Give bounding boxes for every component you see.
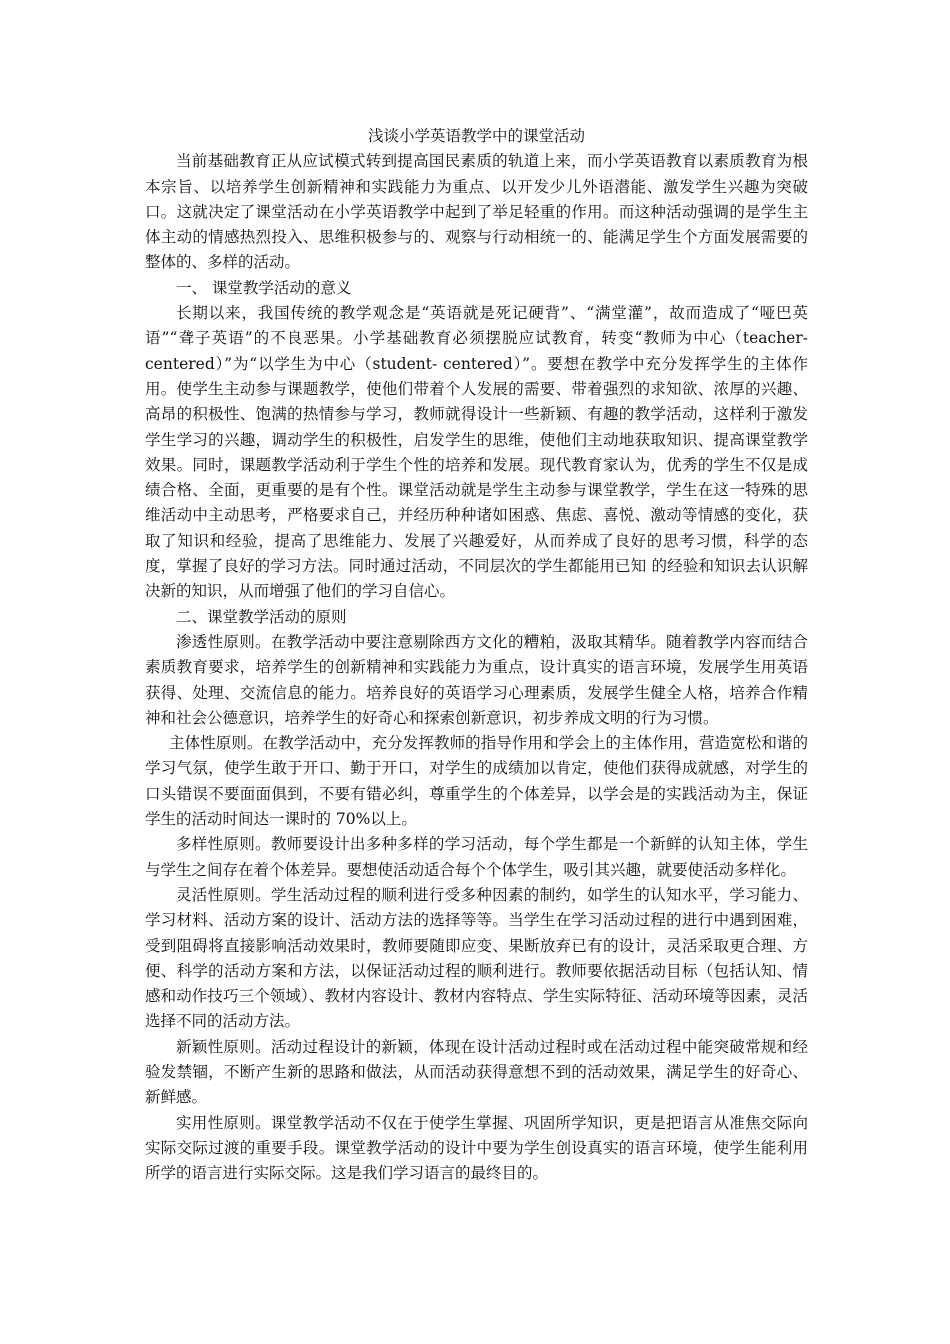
paragraph-principle-novelty: 新颖性原则。活动过程设计的新颖，体现在设计活动过程时或在活动过程中能突破常规和经验发禁锢，不断产生新的思路和做法，从而活动获得意想不到的活动效果，满足学生的好奇心、新鲜感。: [145, 1037, 808, 1107]
paragraph-principle-practicality: 实用性原则。课堂教学活动不仅在于使学生掌握、巩固所学知识，更是把语言从准焦交际向实际交际过渡的重要手段。课堂教学活动的设计中要为学生创设真实的语言环境，使学生能利用所学的语言进行实际交际。这是我们学习语言的最终目的。: [145, 1113, 808, 1183]
paragraph-principle-diversity: 多样性原则。教师要设计出多种多样的学习活动，每个学生都是一个新鲜的认知主体，学生与学生之间存在着个体差异。要想使活动适合每个个体学生，吸引其兴趣，就要使活动多样化。: [145, 835, 808, 879]
paragraph-principle-subject: 主体性原则。在教学活动中，充分发挥教师的指导作用和学会上的主体作用，营造宽松和谐的学习气氛，使学生敢于开口、勤于开口，对学生的成绩加以肯定，使他们获得成就感，对学生的口头错误不要面面俱到，不要有错必纠，尊重学生的个体差异，以学会是的实践活动为主，保证学生的活动时间达一课时的 70%以上。: [145, 734, 808, 829]
document-title: 浅谈小学英语教学中的课堂活动: [367, 127, 585, 145]
paragraph-significance: 长期以来，我国传统的教学观念是“英语就是死记硬背”、“满堂灌”，故而造成了“哑巴英语”“聋子英语”的不良恶果。小学基础教育必须摆脱应试教育，转变“教师为中心（teacher-centered）”为“以学生为中心（student- centered）”。要想在教学中充分发挥学生的主体作用。使学生主动参与课题教学，使他们带着个人发展的需要、带着强烈的求知欲、浓厚的兴趣、高昂的积极性、饱满的热情参与学习，教师就得设计一些新颖、有趣的教学活动，这样利于激发学生学习的兴趣，调动学生的积极性，启发学生的思维，使他们主动地获取知识、提高课堂教学效果。同时，课题教学活动利于学生个性的培养和发展。现代教育家认为，优秀的学生不仅是成绩合格、全面，更重要的是有个性。课堂活动就是学生主动参与课堂教学，学生在这一特殊的思维活动中主动思考，严格要求自己，并经历种种诸如困惑、焦虑、喜悦、激动等情感的变化，获取了知识和经验，提高了思维能力、发展了兴趣爱好，从而养成了良好的思考习惯，科学的态度，掌握了良好的学习方法。同时通过活动，不同层次的学生都能用已知 的经验和知识去认识解决新的知识，从而增强了他们的学习自信心。: [145, 304, 808, 601]
paragraph-principle-flexibility: 灵活性原则。学生活动过程的顺利进行受多种因素的制约，如学生的认知水平，学习能力、学习材料、活动方案的设计、活动方法的选择等等。当学生在学习活动过程的进行中遇到困难，受到阻碍将直接影响活动效果时，教师要随即应变、果断放弃已有的设计，灵活采取更合理、方便、科学的活动方案和方法，以保证活动过程的顺利进行。教师要依据活动目标（包括认知、情感和动作技巧三个领域）、教材内容设计、教材内容特点、学生实际特征、活动环境等因素，灵活选择不同的活动方法。: [145, 885, 808, 1031]
section-heading-2: 二、课堂教学活动的原则: [176, 607, 347, 626]
paragraph-intro: 当前基础教育正从应试模式转到提高国民素质的轨道上来，而小学英语教育以素质教育为根本宗旨、以培养学生创新精神和实践能力为重点、以开发少儿外语潜能、激发学生兴趣为突破口。这就决定了课堂活动在小学英语教学中起到了举足轻重的作用。而这种活动强调的是学生主体主动的情感热烈投入、思维积极参与的、观察与行动相统一的、能满足学生个方面发展需要的整体的、多样的活动。: [145, 152, 808, 272]
section-heading-1: 一、 课堂教学活动的意义: [176, 278, 352, 297]
paragraph-principle-penetration: 渗透性原则。在教学活动中要注意剔除西方文化的糟粕，汲取其精华。随着教学内容而结合素质教育要求，培养学生的创新精神和实践能力为重点，设计真实的语言环境，发展学生用英语获得、处理、交流信息的能力。培养良好的英语学习心理素质，发展学生健全人格，培养合作精神和社会公德意识，培养学生的好奇心和探索创新意识，初步养成文明的行为习惯。: [145, 632, 808, 727]
document-page: [145, 124, 808, 1186]
